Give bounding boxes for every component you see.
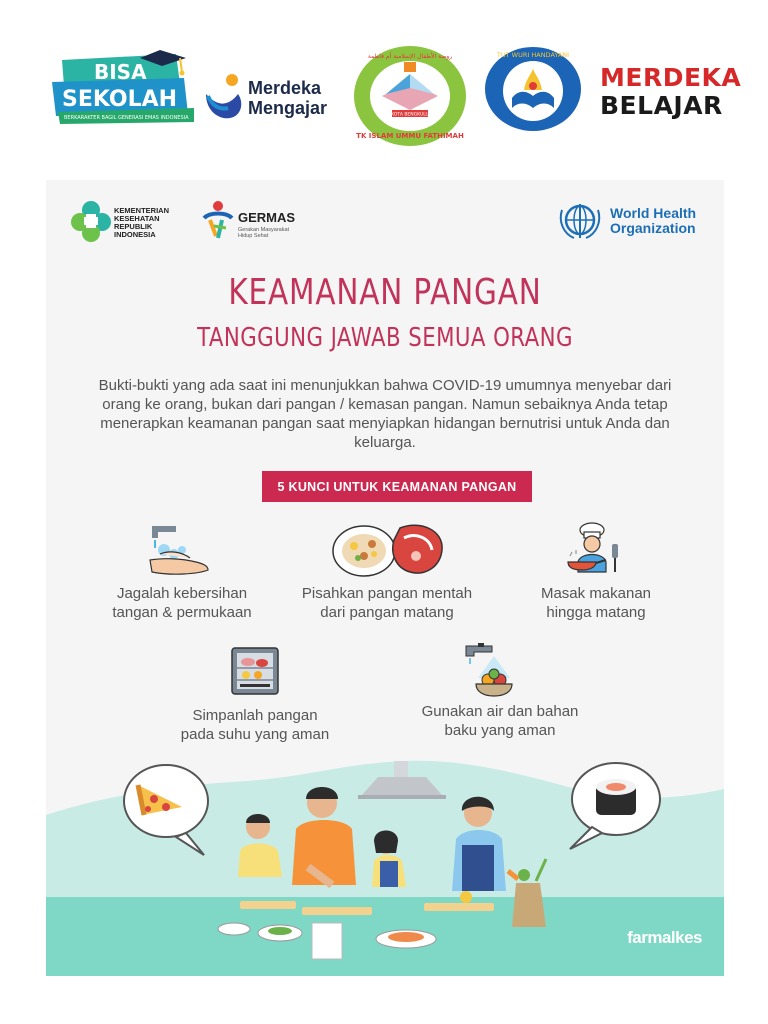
step4-line1: Simpanlah pangan xyxy=(192,707,318,724)
step5-line2: baku yang aman xyxy=(444,722,556,739)
tk-city-text: KOTA BENGKULU xyxy=(391,112,429,118)
separate-food-icon xyxy=(330,520,448,580)
washing-produce-icon xyxy=(462,642,526,698)
bisa-sekolah-logo xyxy=(48,48,198,126)
step-separate-food-text xyxy=(282,584,492,622)
kemkes-line1: KEMENTERIAN xyxy=(114,206,170,215)
belajar-word: BELAJAR xyxy=(600,91,723,120)
handwash-icon xyxy=(142,520,216,580)
merdeka-word: MERDEKA xyxy=(600,63,742,92)
kemkes-line3: REPUBLIK xyxy=(114,222,153,231)
step-safe-water-text xyxy=(394,702,606,740)
tk-islam-ummu-fathimah-logo xyxy=(352,44,468,148)
step-clean-hands-text xyxy=(92,584,272,622)
step3-line1: Masak makanan xyxy=(540,585,652,602)
step5-line1: Gunakan air dan bahan xyxy=(421,703,579,720)
mengajar-text: Mengajar xyxy=(248,98,328,118)
chef-cooking-icon xyxy=(562,522,626,578)
tk-name-text: TK ISLAM UMMU FATHIMAH xyxy=(356,132,464,140)
kemkes-line4: INDONESIA xyxy=(114,230,156,239)
merdeka-belajar-logo xyxy=(600,63,742,120)
tut-wuri-text: TUT WURI HANDAYANI xyxy=(496,51,570,59)
step-store-safe-temp-text xyxy=(160,706,350,744)
germas-title: GERMAS xyxy=(238,210,296,225)
fridge-icon xyxy=(230,646,280,696)
step3-line2: hingga matang xyxy=(546,604,646,621)
food-safety-poster xyxy=(46,180,724,976)
poster-subtitle: TANGGUNG JAWAB SEMUA ORANG xyxy=(197,323,573,353)
five-keys-badge: 5 KUNCI UNTUK KEAMANAN PANGAN xyxy=(262,471,532,502)
step-cook-thoroughly-text xyxy=(512,584,680,622)
sekolah-text: SEKOLAH xyxy=(62,87,178,112)
merdeka-text: Merdeka xyxy=(248,78,322,98)
intro-paragraph: Bukti-bukti yang ada saat ini menunjukkan bahwa COVID-19 umumnya menyebar dari orang ke orang, bukan dari pangan / kemasan pangan. Namun sebaiknya Anda tetap menerapkan keamanan pangan saat menyiapkan hidangan bernutrisi untuk Anda dan keluarga. xyxy=(98,377,672,451)
merdeka-mengajar-logo xyxy=(202,70,352,126)
germas-subtitle: Gerakan Masyarakat Hidup Sehat xyxy=(238,227,290,239)
step1-line1: Jagalah kebersihan xyxy=(116,585,248,602)
who-line2: Organization xyxy=(610,220,696,236)
farmalkes-brand: farmalkes xyxy=(627,928,702,947)
step4-line2: pada suhu yang aman xyxy=(180,726,330,743)
kemenkes-logo xyxy=(70,200,210,246)
who-logo xyxy=(556,200,716,244)
who-line1: World Health xyxy=(610,205,697,221)
poster-title: KEAMANAN PANGAN xyxy=(228,272,542,313)
step2-line2: dari pangan matang xyxy=(320,604,454,621)
step2-line1: Pisahkan pangan mentah xyxy=(301,585,473,602)
tut-wuri-handayani-logo xyxy=(484,46,582,132)
germas-logo xyxy=(200,198,320,246)
bisa-text: BISA xyxy=(94,60,147,84)
bisa-tagline: BERKARAKTER BAGIL GENERASI EMAS INDONESIA xyxy=(64,115,189,121)
step1-line2: tangan & permukaan xyxy=(112,604,252,621)
tk-arabic-text: روضة الأطفال الإسلامية أم فاطمة xyxy=(367,53,453,60)
family-cooking-illustration xyxy=(46,755,724,976)
kemkes-line2: KESEHATAN xyxy=(114,214,160,223)
